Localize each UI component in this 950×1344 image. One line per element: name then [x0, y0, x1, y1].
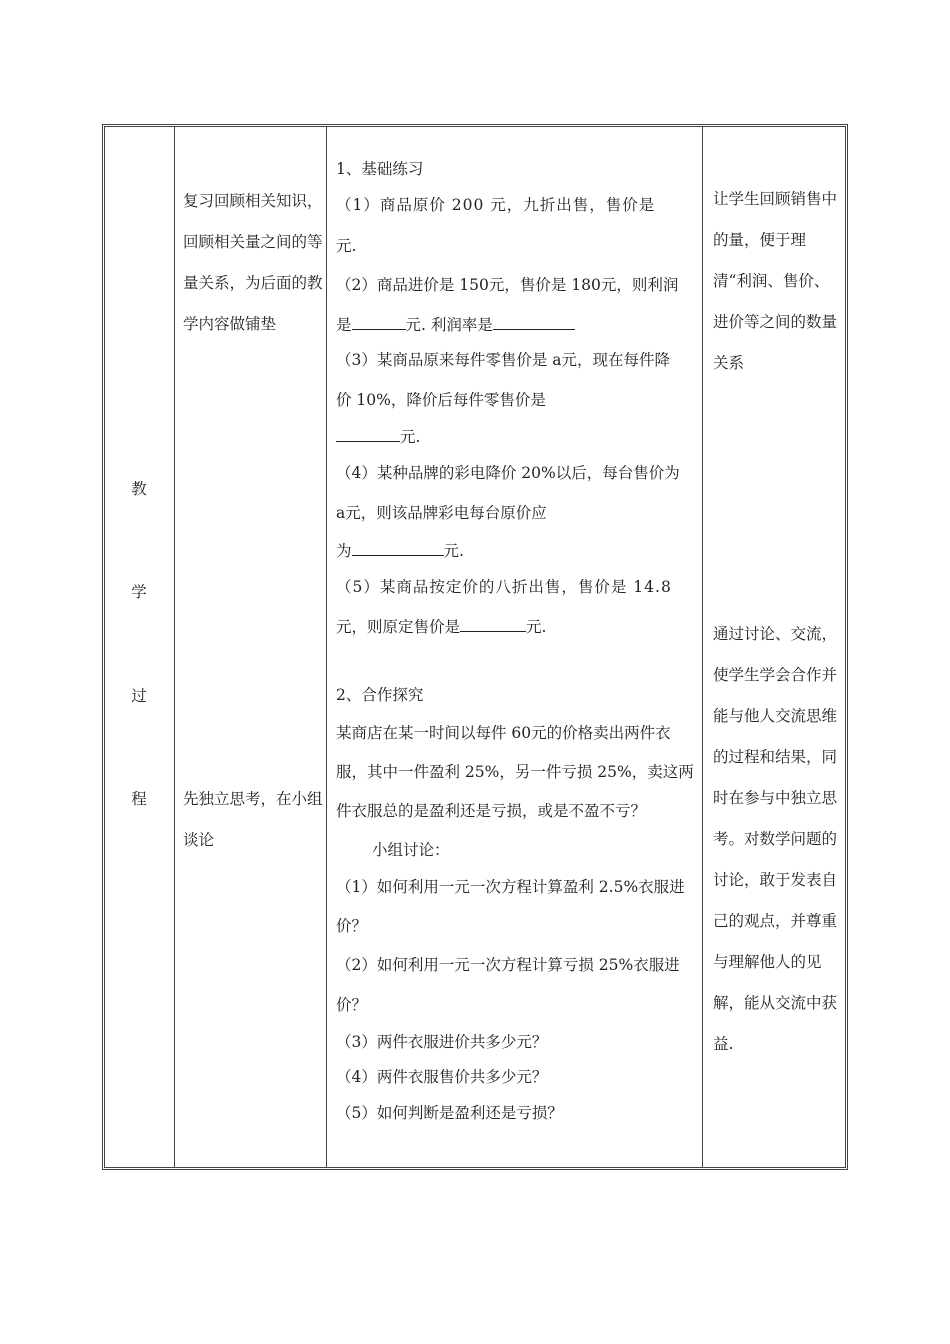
- section-heading: 1、基础练习: [336, 160, 424, 178]
- exercise-line: （2）商品进价是 150元，售价是 180元，则利润: [336, 276, 679, 294]
- answer-blank: [493, 315, 575, 330]
- exercise-line: （4）某种品牌的彩电降价 20%以后，每台售价为: [336, 464, 680, 482]
- design-intent-discussion: 通过讨论、交流，使学生学会合作并能与他人交流思维的过程和结果，同时在参与中独立思考。对数学问题的讨论，敢于发表自己的观点，并尊重与理解他人的见解，能从交流中获益.: [713, 625, 838, 1053]
- student-activity-discussion: 先独立思考，在小组谈论: [183, 790, 323, 849]
- answer-prefix: 为: [336, 542, 352, 560]
- answer-prefix: 元，则原定售价是: [336, 618, 461, 636]
- stage-char: 过: [131, 687, 147, 705]
- discussion-heading: 小组讨论：: [372, 841, 450, 859]
- design-intent-review: 让学生回顾销售中的量，便于理清“利润、售价、进价等之间的数量关系: [713, 190, 838, 372]
- stage-column: [105, 127, 173, 1167]
- answer-blank: [460, 617, 526, 632]
- exercise-line: [336, 425, 420, 447]
- exercise-line: （3）某商品原来每件零售价是 a元，现在每件降: [336, 351, 671, 369]
- discussion-question: （3）两件衣服进价共多少元？: [336, 1033, 548, 1051]
- answer-suffix: 元.: [400, 428, 421, 446]
- answer-blank: [336, 427, 400, 442]
- problem-line: 服，其中一件盈利 25%，另一件亏损 25%，卖这两: [336, 763, 694, 781]
- lesson-table: [102, 124, 848, 1170]
- answer-prefix: 是: [336, 316, 352, 334]
- design-intent-column: [705, 127, 845, 1167]
- answer-blank: [352, 315, 406, 330]
- teaching-content-column: [327, 127, 703, 1167]
- stage-char: 学: [131, 583, 147, 601]
- exercise-line: 价 10%，降价后每件零售价是: [336, 391, 546, 409]
- exercise-line: a元，则该品牌彩电每台原价应: [336, 504, 547, 522]
- exercise-line: [336, 313, 575, 335]
- student-activity-column: [175, 127, 325, 1167]
- answer-suffix: 元.: [526, 618, 547, 636]
- exercise-line: 元.: [336, 237, 357, 255]
- exercise-line: [336, 615, 546, 637]
- student-activity-review: 复习回顾相关知识，回顾相关量之间的等量关系，为后面的教学内容做铺垫: [183, 192, 323, 333]
- exercise-line: [336, 539, 464, 561]
- discussion-question: 价？: [336, 917, 368, 935]
- discussion-question: （2）如何利用一元一次方程计算亏损 25%衣服进: [336, 956, 680, 974]
- section-heading: 2、合作探究: [336, 686, 424, 704]
- discussion-question: （1）如何利用一元一次方程计算盈利 2.5%衣服进: [336, 878, 685, 896]
- discussion-question: 价？: [336, 996, 368, 1014]
- stage-char: 程: [131, 790, 147, 808]
- problem-line: 某商店在某一时间以每件 60元的价格卖出两件衣: [336, 724, 671, 742]
- exercise-line: （5）某商品按定价的八折出售，售价是 14.8: [336, 578, 672, 596]
- answer-suffix: 元. 利润率是: [405, 316, 493, 334]
- discussion-question: （5）如何判断是盈利还是亏损？: [336, 1104, 563, 1122]
- answer-blank: [352, 541, 444, 556]
- problem-line: 件衣服总的是盈利还是亏损，或是不盈不亏？: [336, 802, 647, 820]
- stage-char: 教: [131, 480, 147, 498]
- discussion-question: （4）两件衣服售价共多少元？: [336, 1068, 548, 1086]
- exercise-line: （1）商品原价 200 元，九折出售，售价是: [336, 196, 656, 214]
- answer-suffix: 元.: [443, 542, 464, 560]
